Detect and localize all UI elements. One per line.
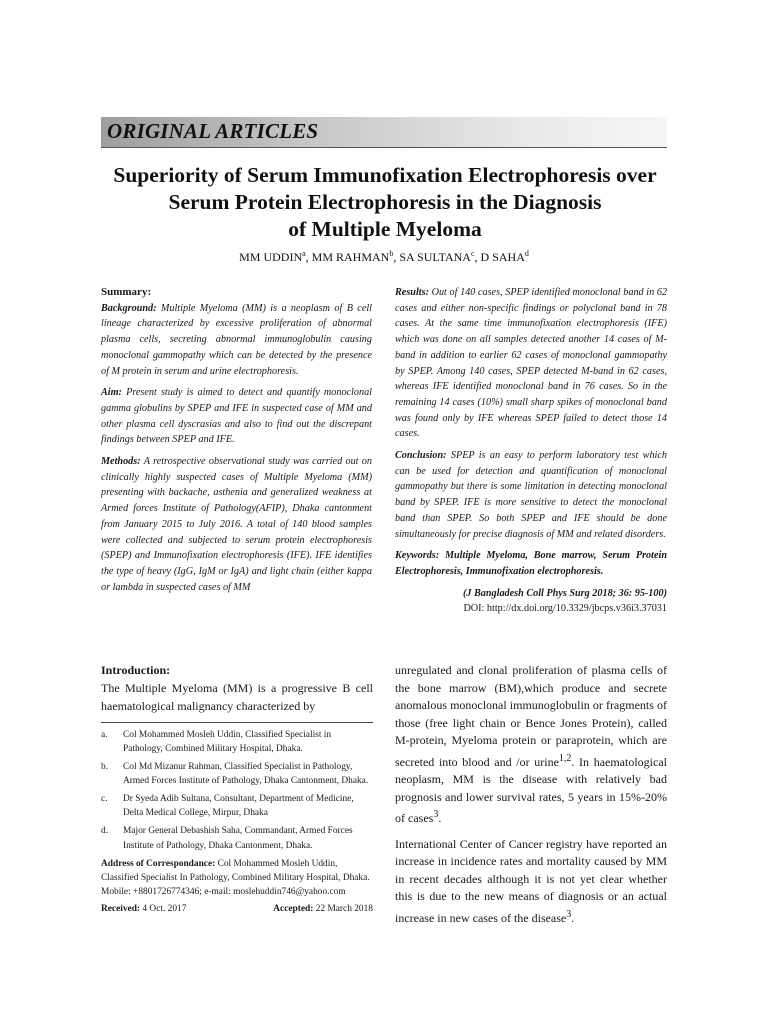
- abstract-methods: [101, 454, 372, 595]
- abstract-results: [395, 285, 667, 442]
- abstract-aim: [101, 385, 372, 448]
- accepted-label: Accepted:: [273, 903, 314, 914]
- title-line: Serum Protein Electrophoresis in the Diagnosis: [168, 190, 602, 214]
- abstract-background: [101, 301, 372, 380]
- reference-mark: 3: [433, 809, 439, 820]
- author-name: D SAHA: [480, 250, 525, 264]
- abstract-left-column: [101, 285, 372, 595]
- footnote: [101, 792, 373, 821]
- abstract-right-column: [395, 285, 667, 617]
- received-value: 4 Oct. 2017: [142, 903, 187, 914]
- author-affiliation-mark: b: [389, 249, 394, 258]
- footnote-text: Major General Debashish Saha, Commandant, Armed Forces Institute of Pathology, Dhaka Cantonment, Dhaka.: [123, 826, 353, 851]
- footnote-divider: [101, 722, 373, 723]
- intro-right-column: [395, 662, 667, 927]
- accepted-date: [273, 902, 373, 916]
- paragraph-text: . In haematological neoplasm, MM is the disease with relatively bad prognosis and lower survival rates, 5 years in 15%-20% of cases: [395, 754, 667, 825]
- footnote: [101, 760, 373, 789]
- abstract-keywords: [395, 548, 667, 579]
- accepted-value: 22 March 2018: [315, 903, 373, 914]
- reference-mark: 3: [566, 908, 572, 920]
- footnote-label: c.: [101, 794, 108, 805]
- author-list: [200, 249, 568, 265]
- paragraph-text: International Center of Cancer registry have reported an increase in incidence rates and mortality caused by MM in recent decades although it is not yet clear whether this is due to the new means of diagnosis or an actual increase in new cases of the disease: [395, 836, 667, 925]
- aim-label: Aim:: [101, 387, 122, 399]
- author-name: SA SULTANA: [399, 250, 471, 264]
- introduction-heading: Introduction:: [101, 663, 171, 677]
- section-banner: [101, 117, 667, 148]
- received-label: Received:: [101, 903, 141, 914]
- background-label: Background:: [101, 302, 157, 314]
- correspondence-address: [101, 857, 373, 900]
- keywords-text: Multiple Myeloma, Bone marrow, Serum Protein Electrophoresis, Immunofixation electrophoresis.: [395, 550, 667, 577]
- doi-link[interactable]: DOI: http://dx.doi.org/10.3329/jbcps.v36i3.37031: [463, 603, 667, 615]
- results-label: Results:: [395, 287, 429, 298]
- author-separator: ,: [305, 250, 312, 264]
- author-affiliation-mark: a: [302, 249, 306, 258]
- abstract-conclusion: [395, 448, 667, 542]
- methods-text: A retrospective observational study was carried out on clinically highly suspected cases of Multiple Myeloma (MM) presenting with backache, asthenia and generalized weakness at Armed forces Institute of Pathology(AFIP), Dhaka cantonment from January 2015 to July 2016. A total of 140 blood samples were collected and subjected to serum protein electrophoresis (SPEP) and Immunofixation electrophoresis (IFE). IFE identifies the type of heavy (IgG, IgM or IgA) and light chain (either kappa or lambda in suspected cases of MM: [101, 456, 372, 593]
- intro-paragraph: The Multiple Myeloma (MM) is a progressive B cell haematological malignancy characterized by: [101, 681, 373, 713]
- aim-text: Present study is aimed to detect and quantify monoclonal gamma globulins by SPEP and IFE in suspected case of MM and other plasma cell dyscrasias and also to find out the discrepant findings between SPEP and IFE.: [101, 387, 373, 446]
- title-line: of Multiple Myeloma: [288, 217, 482, 241]
- title-line: Superiority of Serum Immunofixation Electrophoresis over: [113, 163, 657, 187]
- journal-citation: (J Bangladesh Coll Phys Surg 2018; 36: 95-100): [462, 587, 667, 599]
- footnote: [101, 824, 373, 853]
- footnote-label: d.: [101, 826, 109, 837]
- footnote: [101, 728, 373, 757]
- conclusion-text: SPEP is an easy to perform laboratory test which can be used for detection and quantification of monoclonal gammopathy but there is some limitation in detecting monoclonal band by SPEP. IFE is more sensitive to detect the monoclonal band than SPEP. So both SPEP and IFE should be done simultaneously for precise diagnosis of MM and related disorders.: [395, 450, 668, 540]
- footnote-text: Col Md Mizanur Rahman, Classified Specialist in Pathology, Armed Forces Institute of Pathology, Dhaka Cantonment, Dhaka.: [123, 762, 369, 787]
- intro-paragraph: [395, 662, 667, 828]
- intro-left-column: [101, 680, 373, 715]
- methods-label: Methods:: [101, 456, 141, 468]
- footnote-text: Dr Syeda Adib Sultana, Consultant, Department of Medicine, Delta Medical College, Mirpur, Dhaka: [123, 794, 354, 819]
- author-separator: ,: [474, 250, 481, 264]
- background-text: Multiple Myeloma (MM) is a neoplasm of B cell lineage characterized by excessive proliferation of abnormal plasma cells, secreting abnormal immunoglobulin causing monoclonal gammopathy which can be detected by the presence of M protein in serum and urine electrophoresis.: [101, 302, 373, 377]
- correspondence-text: Col Mohammed Mosleh Uddin, Classified Specialist In Pathology, Combined Military Hospital, Dhaka. Mobile: +8801726774346; e-mail: moslehuddin746@yahoo.com: [101, 858, 370, 898]
- keywords-label: Keywords:: [395, 550, 440, 562]
- section-label: ORIGINAL ARTICLES: [107, 119, 319, 143]
- author-affiliation-mark: d: [524, 249, 529, 258]
- paragraph-text: .: [438, 811, 442, 825]
- paragraph-text: .: [571, 910, 575, 925]
- summary-heading: Summary:: [101, 286, 152, 298]
- received-date: [101, 902, 186, 916]
- footnote-label: b.: [101, 762, 109, 773]
- footnote-text: Col Mohammed Mosleh Uddin, Classified Specialist in Pathology, Combined Military Hospital, Dhaka.: [123, 730, 332, 755]
- results-text: Out of 140 cases, SPEP identified monoclonal band in 62 cases and either non-specific findings or polyclonal band in 78 cases. At the same time immunofixation electrophoresis (IFE) which was done on all samples detected another 14 cases of M-band in addition to earlier 62 cases of monoclonal gammopathy by SPEP. Among 140 cases, SPEP detected M-band in 62 cases, whereas IFE identified monoclonal band in 76 cases. So in the remaining 14 cases (10%) small sharp spikes of monoclonal band was found only by IFE whereas SPEP failed to detect those 14 cases.: [395, 287, 668, 440]
- conclusion-label: Conclusion:: [395, 450, 447, 462]
- correspondence-label: Address of Correspondance:: [101, 858, 216, 869]
- author-affiliation-mark: c: [470, 249, 475, 258]
- author-separator: ,: [393, 250, 400, 264]
- intro-paragraph: [395, 836, 667, 928]
- article-title: [90, 162, 680, 243]
- author-name: MM RAHMAN: [311, 250, 390, 264]
- dates-row: [101, 902, 373, 916]
- author-name: MM UDDIN: [239, 250, 303, 264]
- reference-mark: 1,2: [558, 752, 572, 764]
- paragraph-text: unregulated and clonal proliferation of plasma cells of the bone marrow (BM),which produce and secrete anomalous monoclonal immunoglobulin or fragments of those (free light chain or Bence Jones Protein), called M-protein, Myeloma protein or paraprotein, which are secreted into blood and /or urine: [395, 663, 667, 769]
- footnotes: [101, 728, 373, 916]
- footnote-label: a.: [101, 730, 108, 740]
